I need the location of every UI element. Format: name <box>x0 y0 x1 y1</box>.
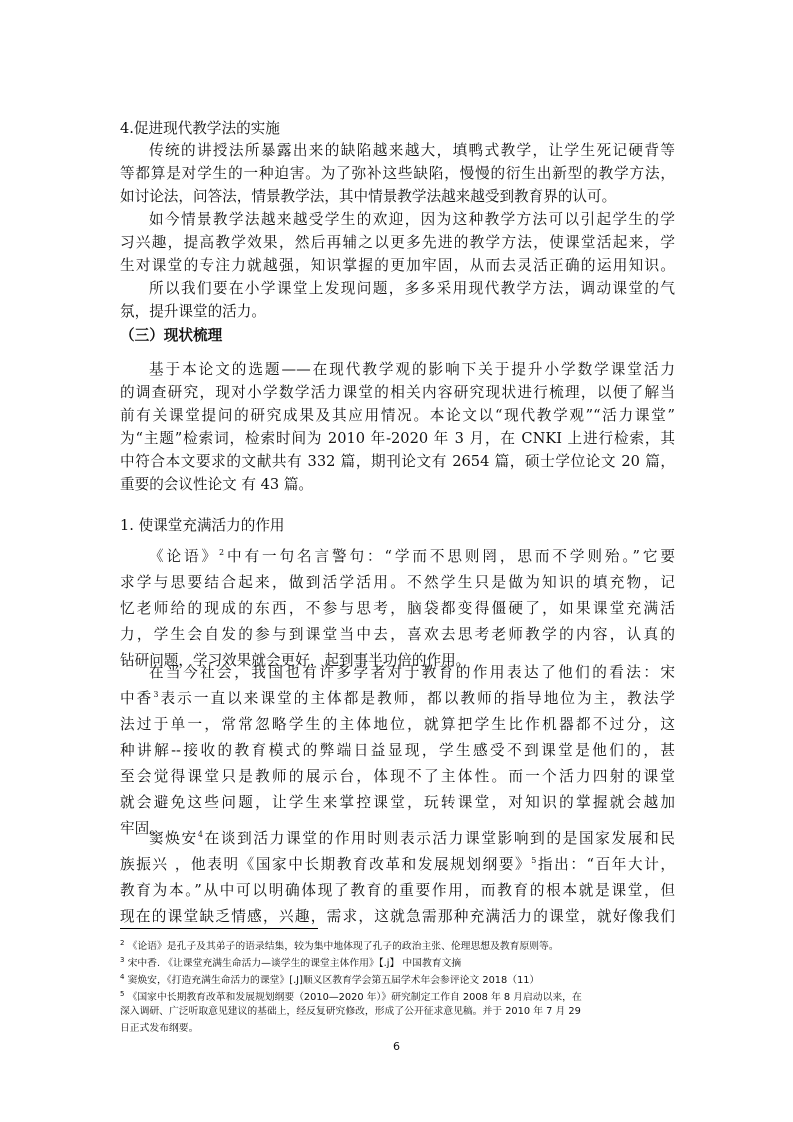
text-span: 窦焕安 <box>149 830 198 847</box>
text-line: 为“主题”检索词，检索时间为 2010 年-2020 年 3 月，在 CNKI 上进行检索，其 <box>120 430 675 447</box>
text-line: 牢固。 <box>120 820 164 837</box>
text-line: 氛，提升课堂的活力。 <box>120 303 266 320</box>
text-line: 教育为本。”从中可以明确体现了教育的重要作用，而教育的根本就是课堂，但 <box>120 882 675 899</box>
text-line: 习兴趣，提高教学效果，然后再辅之以更多先进的教学方法，使课堂活起来，学 <box>120 234 675 251</box>
text-line: 的调查研究，现对小学数学活力课堂的相关内容研究现状进行梳理，以便了解当 <box>120 384 675 401</box>
text-line: 如讨论法，问答法，情景教学法，其中情景教学法越来越受到教育界的认可。 <box>120 188 617 205</box>
text-span: 表示一直以来课堂的主体都是教师，都以教师的指导地位为主，教法学 <box>158 690 675 707</box>
text-line <box>120 826 675 852</box>
footnote-text: 《国家中长期教育改革和发展规划纲要（2010—2020 年）》研究制定工作自 2008 年 8 月启动以来，在 <box>127 992 582 1003</box>
text-line: 现在的课堂缺乏情感，兴趣，需求，这就急需那种充满活力的课堂，就好像我们 <box>120 908 675 925</box>
text-span: 中有一句名言警句：“学而不思则罔，思而不学则殆。”它要 <box>224 548 675 565</box>
text-line <box>120 544 675 570</box>
footnote-ref[interactable]: 5 <box>531 856 537 865</box>
page-number: 6 <box>393 1040 400 1053</box>
section-heading-4: 4.促进现代教学法的实施 <box>120 120 280 137</box>
text-line: 钻研问题，学习效果就会更好，起到事半功倍的作用。 <box>120 652 471 669</box>
text-line <box>120 852 675 878</box>
text-line: 中符合本文要求的文献共有 332 篇，期刊论文有 2654 篇，硕士学位论文 20 篇， <box>120 453 675 470</box>
footnote-number: 3 <box>120 956 125 964</box>
text-line <box>120 686 675 712</box>
text-span: 族振兴 ，他表明《国家中长期教育改革和发展规划纲要》 <box>120 856 532 873</box>
footnote-line <box>120 1003 680 1020</box>
text-line: 生对课堂的专注力就越强，知识掌握的更加牢固，从而去灵活正确的运用知识。 <box>120 257 675 274</box>
text-line: 所以我们要在小学课堂上发现问题，多多采用现代教学方法，调动课堂的气 <box>149 280 675 297</box>
footnote-text: 窦焕安，《打造充满生命活力的课堂》[.J]顺义区教育学会第五届学术年会参评论文 2018（11） <box>127 975 540 986</box>
footnote-number: 2 <box>120 939 125 947</box>
text-span: 中香 <box>120 690 154 707</box>
subsection-heading-1: 1. 使课堂充满活力的作用 <box>120 517 285 534</box>
text-line: 在当今社会，我国也有许多学者对于教育的作用表达了他们的看法：宋 <box>149 664 675 681</box>
footnote-number: 4 <box>120 973 125 981</box>
text-line: 传统的讲授法所暴露出来的缺陷越来越大，填鸭式教学，让学生死记硬背等 <box>149 142 675 159</box>
text-line: 重要的会议性论文 有 43 篇。 <box>120 476 314 493</box>
text-line: 种讲解--接收的教育模式的弊端日益显现，学生感受不到课堂是他们的，甚 <box>120 742 675 759</box>
footnote-text: 《论语》是孔子及其弟子的语录结集，较为集中地体现了孔子的政治主张、伦理思想及教育原则等。 <box>127 941 559 952</box>
footnote-ref[interactable]: 2 <box>219 548 225 557</box>
footnote-ref[interactable]: 4 <box>197 830 203 839</box>
text-span: 《论语》 <box>149 548 219 565</box>
footnote-ref[interactable]: 3 <box>153 690 159 699</box>
text-line: 前有关课堂提问的研究成果及其应用情况。本论文以“现代教学观”“活力课堂” <box>120 407 675 424</box>
text-line: 就会避免这些问题，让学生来掌控课堂，玩转课堂，对知识的掌握就会越加 <box>120 794 675 811</box>
footnote-number: 5 <box>120 990 125 998</box>
text-line: 至会觉得课堂只是教师的展示台，体现不了主体性。而一个活力四射的课堂 <box>120 768 675 785</box>
section-heading-3: （三）现状梳理 <box>120 327 223 344</box>
text-span: 指出：“百年大计， <box>536 856 675 873</box>
text-line: 等都算是对学生的一种迫害。为了弥补这些缺陷，慢慢的衍生出新型的教学方法， <box>120 165 675 182</box>
text-line: 如今情景教学法越来越受学生的欢迎，因为这种教学方法可以引起学生的学 <box>149 211 675 228</box>
text-line: 基于本论文的选题——在现代教学观的影响下关于提升小学数学课堂活力 <box>149 361 675 378</box>
footnote-text: 日正式发布纲要。 <box>120 1023 199 1034</box>
footnote-line <box>120 1020 680 1037</box>
text-span: 在谈到活力课堂的作用时则表示活力课堂影响到的是国家发展和民 <box>202 830 675 847</box>
text-line: 忆老师给的现成的东西，不参与思考，脑袋都变得僵硬了，如果课堂充满活 <box>120 600 675 617</box>
text-line: 求学与思要结合起来，做到活学活用。不然学生只是做为知识的填充物，记 <box>120 574 675 591</box>
footnote-text: 深入调研、广泛听取意见建议的基础上，经反复研究修改，形成了公开征求意见稿。并于 2010 年 7 月 29 <box>120 1006 581 1017</box>
text-line: 法过于单一，常常忽略学生的主体地位，就算把学生比作机器都不过分，这 <box>120 716 675 733</box>
text-line: 力，学生会自发的参与到课堂当中去，喜欢去思考老师教学的内容，认真的 <box>120 626 675 643</box>
footnote-text: 宋中香. 《让课堂充满生命活力—谈学生的课堂主体作用》【.j】 中国教育文摘 <box>127 958 462 969</box>
